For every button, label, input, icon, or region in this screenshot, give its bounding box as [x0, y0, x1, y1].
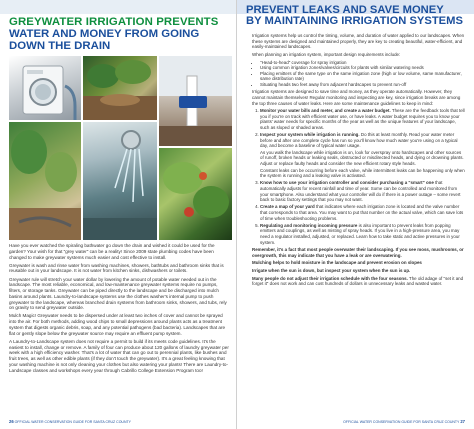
step-item: [260, 180, 466, 202]
left-title-line2: WATER AND MONEY FROM GOING: [9, 28, 200, 40]
right-body-text: [252, 33, 466, 289]
step-item: [260, 108, 466, 130]
seasons-lead: Many people do not adjust their irrigation schedule with the four seasons.: [252, 275, 408, 281]
left-body-text: [9, 243, 230, 376]
step-item: [260, 204, 466, 221]
left-page-number: 26: [9, 419, 14, 424]
step-text: These are the feedback tools that tell you if you're on track with efficient water use, or have leaks. A water budget requires you to know your plants' water needs for specific months of the year as well as the unique features of your landscape, such as sloped or shaded areas.: [260, 108, 465, 130]
step-text: Do this at least monthly. Read your water meter before and after one complete cycle has run so you'll know how much water you're using on a typical day, and become a baseline of typical water usage.: [260, 132, 458, 149]
washing-machine-illustration: [9, 56, 81, 120]
sun-note: Irrigate when the sun is down, but inspect your system when the sun is up.: [252, 268, 411, 274]
left-paragraph: Mulch Magic! Greywater needs to be dispersed under at least two inches of cover and cannot be sprayed into the air. For both methods, adding wood chips to small depressions around plants acts as a treatment system that digests organic debris, soap, and any potential pathogens (bad bacteria). Landscapes that are flat or gently slope below the greywater source may require an effluent pump system.: [9, 313, 226, 336]
vegetable-illustration: [159, 148, 232, 240]
step-item: [260, 223, 466, 245]
step-lead: Create a map of your yard: [260, 204, 315, 210]
left-paragraph: Greywater rule will stretch your water dollar by lowering the amount of potable water needed out in the landscape. The most reliable, economical, and low-maintenance greywater systems require no pumps, filters, or storage tanks. Greywater can be piped directly to the landscape and be discharged into mulch basins around plants. Laundry-to-landscape systems use the clothes washer's internal pump to push greywater to the landscape, whereas branched drain systems from bathroom sinks, showers, and tubs, rely on gravity to send greywater outside.: [9, 276, 227, 311]
step-lead: Regulating and monitoring incoming pressure: [260, 222, 358, 228]
left-top-band: [0, 0, 237, 14]
step-extra: As you walk the landscape while irrigation is on, look for overspray onto hardscapes and other sources of runoff, broken heads or leaking seals, obstructed or misdirected heads, and dying or drowning plants. Adjust or replace faulty heads and consider the new efficient rotary style heads.: [260, 149, 464, 167]
shower-illustration: [83, 122, 157, 240]
design-item: • Situating heads two feet away from adjacent hardscapes to prevent run-off: [260, 82, 466, 88]
step-lead: Know how to use your irrigation controller and consider purchasing a "smart" one: [260, 180, 434, 186]
step-lead: Inspect your system while irrigation is running.: [260, 132, 360, 138]
right-footer: [343, 419, 465, 424]
remember-note: Remember, it's a fact that most people overwater their landscaping. If you see moss, mushrooms, or overgrowth, this may indicate that you have a leak or are overwatering.: [252, 247, 464, 258]
photo-collage: [9, 56, 232, 240]
seasons-text: The old adage of "set it and forget it" does not work and can cost hundreds of dollars in unnecessary leaks and wasted water.: [252, 275, 464, 287]
step-text: that indicates where each irrigation zone is located and the valve number that corresponds to that area. You may want to put that number on the actual valve, which can save lots of time when troubleshooting problems.: [260, 204, 464, 221]
step-item: [260, 132, 466, 178]
mulch-note: Mulching helps to hold moisture in the landscape and prevent erosion on slopes: [252, 260, 422, 266]
left-title-line3: DOWN THE DRAIN: [9, 40, 111, 52]
step-lead: Monitor your water bills and meter, and create a water budget.: [260, 108, 391, 114]
right-title-line2: BY MAINTAINING IRRIGATION SYSTEMS: [246, 15, 463, 27]
plants-illustration: [9, 122, 81, 240]
design-list: [252, 60, 466, 88]
seasons-note: [252, 276, 466, 287]
design-lead: When planning an irrigation system, important design requirements include:: [252, 51, 401, 57]
left-paragraph: Greywater is wash and rinse water from washing machines, showers, bathtubs and bathroom sinks that is reusable out in your landscape. It is not water from kitchen sinks, dishwashers or toilets.: [9, 262, 224, 274]
maintenance-paragraph: Irrigation systems are designed to save time and money, as they operate automatically. However, they cannot maintain themselves! Regular monitoring and inspecting are key, since irrigation breaks are among the top three causes of water leaks. Here are some maintenance guidelines to keep in mind:: [252, 89, 461, 106]
page-gutter: [236, 0, 237, 429]
design-item: • Using common irrigation zones/valves/circuits for plants with similar watering needs: [260, 65, 466, 71]
left-title-line1: GREYWATER IRRIGATION PREVENTS: [9, 16, 219, 28]
right-title: [246, 5, 468, 27]
photo-greywater-diversion: [159, 56, 232, 146]
design-item: • Placing emitters of the same type on the same irrigation zone (high or low volume, same manufacturer, same distribution rate): [260, 71, 466, 82]
right-title-line1: PREVENT LEAKS AND SAVE MONEY: [246, 4, 444, 16]
photo-shower: [83, 122, 157, 240]
left-paragraph: A Laundry-to-Landscape system does not require a permit to build if its meets code guidelines. It's the easiest to install, change or remove. A family of four can produce about 120 gallons of laundry greywater per week with a high efficiency washer. That's a lot of water that can go out to perennial plants, like bushes and fruit trees, as well as other edible plants (if they don't touch the greywater). It's a great feeling knowing that your washing machine is not only cleaning your clothes but also watering your plants! There are Laundry-to-Landscape classes and workshops every year through Cabrillo College Extension Program too!: [9, 338, 229, 373]
step-text: is also important to prevent leaks from popping emitters and couplings, as well as misting of spray heads. If you live in a high-pressure area, you may need a regulator installed, adjusted, or replaced. Learn how to take static and active pressures in your system.: [260, 222, 460, 245]
left-title: [9, 16, 227, 52]
step-extra: Constant leaks can be occurring before each valve, while intermittent leaks can be happening only when the system is running and a leaking valve is activated.: [260, 167, 465, 179]
photo-landscape-plants: [9, 122, 81, 240]
photo-vegetable-garden: [159, 148, 232, 240]
pipe-illustration: [159, 56, 232, 146]
left-paragraph: Have you ever watched the spiraling bathwater go down the drain and wished it could be used for the garden? Your wish for that "grey water" can be a reality! Since 2009 state plumbing codes have been changed to make greywater systems much easier and cost effective to install.: [9, 243, 215, 260]
right-footer-text: OFFICIAL WATER CONSERVATION GUIDE FOR SANTA CRUZ COUNTY: [343, 420, 460, 424]
photo-washing-machine: [9, 56, 81, 120]
maintenance-steps: [252, 108, 466, 245]
design-item: • "Head-to-head" coverage for spray irrigation: [260, 60, 466, 66]
photo-garden-mulch: [83, 56, 157, 120]
right-page-number: 27: [460, 419, 465, 424]
left-footer: [9, 419, 131, 424]
garden-illustration: [83, 56, 157, 120]
step-text: that automatically adjusts for recent rainfall and time of year. Some can be controlled and monitored from your smartphone. Also understand what your controller will do if there is a power outage – some revert back to basic factory settings that you may not want.: [260, 180, 461, 203]
left-footer-text: OFFICIAL WATER CONSERVATION GUIDE FOR SANTA CRUZ COUNTY: [14, 420, 131, 424]
right-intro: Irrigation systems help us control the timing, volume, and duration of water applied to our landscapes. When these systems are designed and maintained properly, they are key to creating beautiful, water-efficient, and easily-maintained landscapes.: [252, 33, 465, 50]
